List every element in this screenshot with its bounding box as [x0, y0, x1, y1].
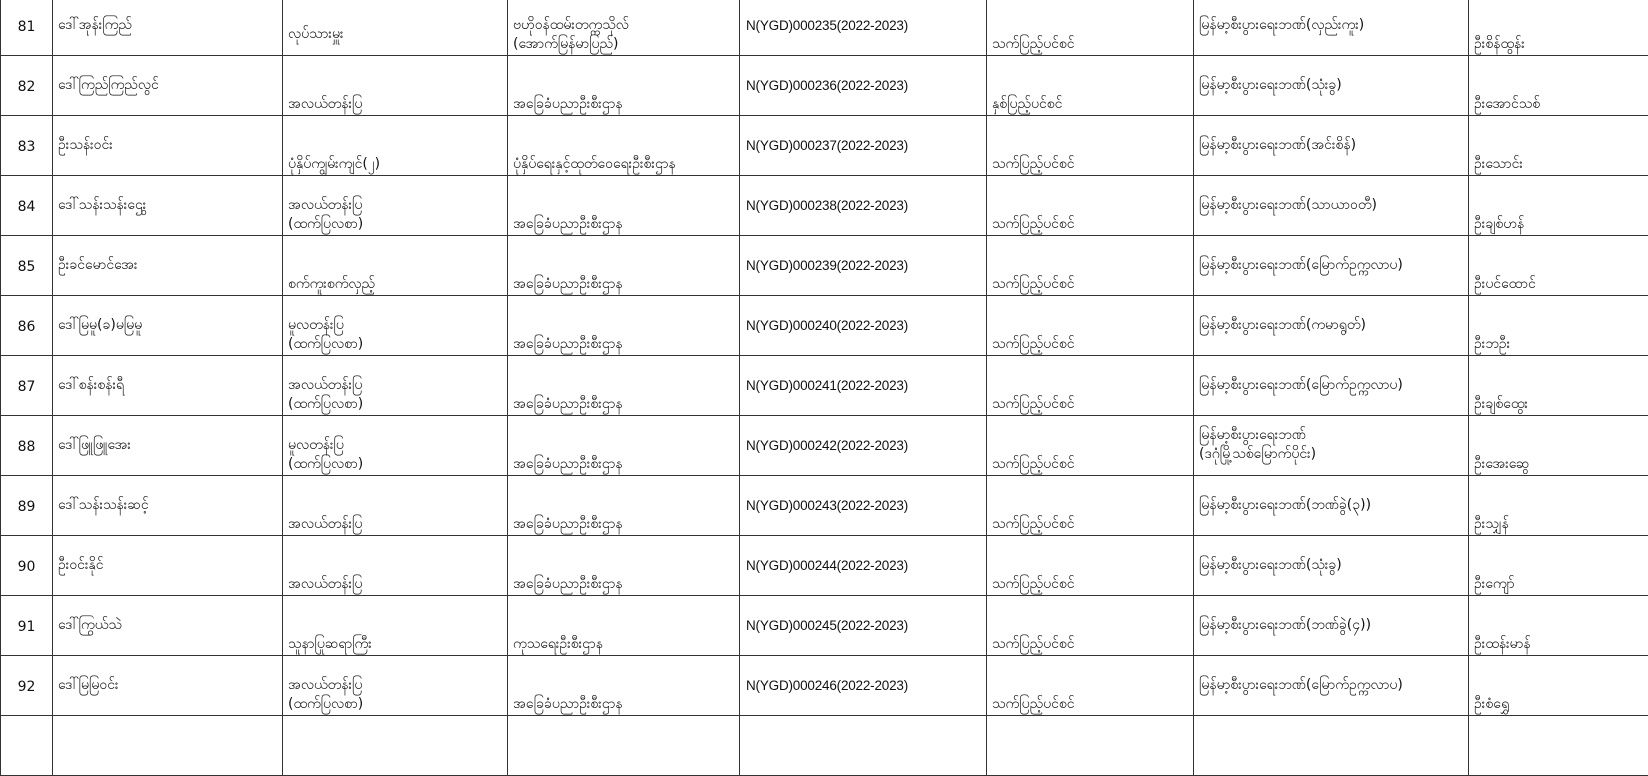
empty-cell — [53, 716, 283, 776]
table-row — [1, 716, 1648, 776]
name-cell — [53, 116, 283, 176]
guardian-cell — [1469, 236, 1648, 296]
bank-branch: မြန်မာ့စီးပွားရေးဘဏ်(သာယာဝတီ) — [1199, 196, 1377, 215]
position-text: အလယ်တန်းပြ — [288, 575, 362, 594]
person-name: ဦးဝင်းနိုင် — [58, 556, 104, 575]
row-number: 91 — [1, 618, 52, 637]
guardian-cell — [1469, 176, 1648, 236]
registration-number: N(YGD)000244(2022-2023) — [746, 556, 908, 575]
position-line-1: အလယ်တန်းပြ — [288, 676, 362, 695]
registration-cell — [740, 356, 987, 416]
bank-branch: မြန်မာ့စီးပွားရေးဘဏ်(မြောက်ဥက္ကလာပ) — [1199, 376, 1403, 395]
department-cell — [508, 116, 740, 176]
pension-type-cell — [987, 56, 1194, 116]
department-cell — [508, 356, 740, 416]
position-line-1: မူလတန်းပြ — [288, 436, 344, 455]
guardian-name: ဦးအေးဆွေ — [1474, 455, 1529, 474]
position-cell — [283, 0, 508, 56]
position-line-2: (ထက်ပြလစာ) — [288, 395, 363, 414]
position-cell — [283, 416, 508, 476]
row-number-cell — [1, 0, 53, 56]
guardian-name: ဦးသျှန် — [1474, 515, 1509, 534]
pension-type-cell — [987, 656, 1194, 716]
name-cell — [53, 476, 283, 536]
department-text: ကုသရေးဦးစီးဌာန — [513, 635, 603, 654]
row-number: 86 — [1, 318, 52, 337]
position-text: သူနာပြုဆရာကြီး — [288, 635, 372, 654]
department-text: ပုံနှိပ်ရေးနှင့်ထုတ်ဝေရေးဦးစီးဌာန — [513, 155, 676, 174]
pension-type-cell — [987, 236, 1194, 296]
name-cell — [53, 176, 283, 236]
department-text: အခြေခံပညာဦးစီးဌာန — [513, 275, 623, 294]
department-cell — [508, 476, 740, 536]
guardian-cell — [1469, 476, 1648, 536]
pension-type: သက်ပြည့်ပင်စင် — [992, 155, 1075, 174]
registration-cell — [740, 536, 987, 596]
row-number: 81 — [1, 18, 52, 37]
table-row — [1, 116, 1648, 176]
pension-type: သက်ပြည့်ပင်စင် — [992, 635, 1075, 654]
table-row — [1, 536, 1648, 596]
name-cell — [53, 356, 283, 416]
pension-type: သက်ပြည့်ပင်စင် — [992, 395, 1075, 414]
position-line-1: အလယ်တန်းပြ — [288, 376, 362, 395]
row-number-cell — [1, 236, 53, 296]
department-text: အခြေခံပညာဦးစီးဌာန — [513, 695, 623, 714]
pension-type: သက်ပြည့်ပင်စင် — [992, 455, 1075, 474]
bank-branch: မြန်မာ့စီးပွားရေးဘဏ်(အင်းစိန်) — [1199, 136, 1356, 155]
row-number-cell — [1, 116, 53, 176]
person-name: ဦးသန်းဝင်း — [58, 136, 113, 155]
department-line-1: ဗဟိုဝန်ထမ်းတက္ကသိုလ် — [513, 16, 629, 35]
name-cell — [53, 0, 283, 56]
registration-cell — [740, 0, 987, 56]
pension-type: နှစ်ပြည့်ပင်စင် — [992, 95, 1062, 114]
registration-number: N(YGD)000246(2022-2023) — [746, 676, 908, 695]
guardian-name: ဦးကျော် — [1474, 575, 1515, 594]
row-number-cell — [1, 56, 53, 116]
department-text: အခြေခံပညာဦးစီးဌာန — [513, 455, 623, 474]
bank-branch: မြန်မာ့စီးပွားရေးဘဏ်(သုံးခွ) — [1199, 556, 1342, 575]
registration-cell — [740, 416, 987, 476]
guardian-cell — [1469, 0, 1648, 56]
name-cell — [53, 536, 283, 596]
name-cell — [53, 416, 283, 476]
guardian-name: ဦးအောင်သစ် — [1474, 95, 1540, 114]
person-name: ဒေါ်ဖြူဖြူအေး — [58, 436, 131, 455]
guardian-cell — [1469, 116, 1648, 176]
department-cell — [508, 656, 740, 716]
empty-cell — [283, 716, 508, 776]
pension-type: သက်ပြည့်ပင်စင် — [992, 215, 1075, 234]
table-row — [1, 0, 1648, 56]
position-text: အလယ်တန်းပြ — [288, 515, 362, 534]
pension-type-cell — [987, 596, 1194, 656]
registration-number: N(YGD)000238(2022-2023) — [746, 196, 908, 215]
bank-branch: မြန်မာ့စီးပွားရေးဘဏ်(လှည်းကူး) — [1199, 16, 1364, 35]
bank-branch: မြန်မာ့စီးပွားရေးဘဏ်(သုံးခွ) — [1199, 76, 1342, 95]
person-name: ဒေါ်မြမြဝင်း — [58, 676, 119, 695]
registration-cell — [740, 596, 987, 656]
pension-type-cell — [987, 176, 1194, 236]
guardian-name: ဦးသောင်း — [1474, 155, 1523, 174]
row-number: 90 — [1, 558, 52, 577]
pension-type-cell — [987, 536, 1194, 596]
row-number: 84 — [1, 198, 52, 217]
table-row — [1, 176, 1648, 236]
bank-branch-cell — [1194, 56, 1469, 116]
position-cell — [283, 356, 508, 416]
guardian-name: ဦးချစ်ထွေး — [1474, 395, 1528, 414]
bank-branch-cell — [1194, 116, 1469, 176]
bank-branch-line-2: (ဒဂုံမြို့သစ်မြောက်ပိုင်း) — [1199, 445, 1316, 464]
department-cell — [508, 596, 740, 656]
pension-type: သက်ပြည့်ပင်စင် — [992, 335, 1075, 354]
name-cell — [53, 656, 283, 716]
department-line-2: (အောက်မြန်မာပြည်) — [513, 35, 619, 54]
registration-cell — [740, 116, 987, 176]
registration-cell — [740, 476, 987, 536]
table-row — [1, 356, 1648, 416]
registration-number: N(YGD)000239(2022-2023) — [746, 256, 908, 275]
registration-number: N(YGD)000235(2022-2023) — [746, 16, 908, 35]
pension-type-cell — [987, 356, 1194, 416]
empty-cell — [987, 716, 1194, 776]
position-line-2: (ထက်ပြလစာ) — [288, 215, 363, 234]
department-text: အခြေခံပညာဦးစီးဌာန — [513, 395, 623, 414]
bank-branch-cell — [1194, 0, 1469, 56]
bank-branch: မြန်မာ့စီးပွားရေးဘဏ်(မြောက်ဥက္ကလာပ) — [1199, 676, 1403, 695]
position-text: လုပ်သားမှူး — [288, 25, 344, 44]
name-cell — [53, 296, 283, 356]
department-cell — [508, 0, 740, 56]
table-row — [1, 296, 1648, 356]
bank-branch-cell — [1194, 656, 1469, 716]
empty-cell — [1, 716, 53, 776]
person-name: ဒေါ်ကြည်ကြည်လွင် — [58, 76, 159, 95]
department-text: အခြေခံပညာဦးစီးဌာန — [513, 215, 623, 234]
position-cell — [283, 656, 508, 716]
guardian-name: ဦးချစ်ဟန် — [1474, 215, 1524, 234]
registration-number: N(YGD)000240(2022-2023) — [746, 316, 908, 335]
department-text: အခြေခံပညာဦးစီးဌာန — [513, 335, 623, 354]
registration-number: N(YGD)000245(2022-2023) — [746, 616, 908, 635]
row-number: 88 — [1, 438, 52, 457]
position-text: အလယ်တန်းပြ — [288, 95, 362, 114]
registration-number: N(YGD)000237(2022-2023) — [746, 136, 908, 155]
department-text: အခြေခံပညာဦးစီးဌာန — [513, 575, 623, 594]
bank-branch-cell — [1194, 356, 1469, 416]
row-number: 89 — [1, 498, 52, 517]
row-number-cell — [1, 596, 53, 656]
table-row — [1, 596, 1648, 656]
row-number-cell — [1, 476, 53, 536]
row-number-cell — [1, 176, 53, 236]
position-cell — [283, 236, 508, 296]
position-cell — [283, 56, 508, 116]
table-row — [1, 476, 1648, 536]
person-name: ဦးခင်မောင်အေး — [58, 256, 138, 275]
position-line-2: (ထက်ပြလစာ) — [288, 455, 363, 474]
department-text: အခြေခံပညာဦးစီးဌာန — [513, 95, 623, 114]
table-row — [1, 656, 1648, 716]
person-name: ဒေါ်မြမူ(ခ)မမြမူ — [58, 316, 142, 335]
department-cell — [508, 56, 740, 116]
department-cell — [508, 176, 740, 236]
guardian-name: ဦးစံရွှေ — [1474, 695, 1509, 714]
position-cell — [283, 116, 508, 176]
table-row — [1, 56, 1648, 116]
empty-cell — [740, 716, 987, 776]
row-number-cell — [1, 296, 53, 356]
registration-number: N(YGD)000236(2022-2023) — [746, 76, 908, 95]
pension-type-cell — [987, 0, 1194, 56]
name-cell — [53, 236, 283, 296]
pension-type: သက်ပြည့်ပင်စင် — [992, 275, 1075, 294]
name-cell — [53, 596, 283, 656]
department-cell — [508, 536, 740, 596]
pension-type-cell — [987, 116, 1194, 176]
guardian-name: ဦးပင်ထောင် — [1474, 275, 1536, 294]
pension-type: သက်ပြည့်ပင်စင် — [992, 515, 1075, 534]
person-name: ဒေါ်ကြွယ်သဲ — [58, 616, 122, 635]
empty-cell — [1194, 716, 1469, 776]
department-text: အခြေခံပညာဦးစီးဌာန — [513, 515, 623, 534]
bank-branch: မြန်မာ့စီးပွားရေးဘဏ်(ကမာရွတ်) — [1199, 316, 1366, 335]
department-cell — [508, 236, 740, 296]
person-name: ဒေါ်သန်းသန်းဌွေး — [58, 196, 146, 215]
name-cell — [53, 56, 283, 116]
bank-branch-cell — [1194, 596, 1469, 656]
position-cell — [283, 296, 508, 356]
guardian-cell — [1469, 596, 1648, 656]
row-number: 82 — [1, 78, 52, 97]
position-cell — [283, 536, 508, 596]
position-line-1: မူလတန်းပြ — [288, 316, 344, 335]
row-number: 92 — [1, 678, 52, 697]
row-number-cell — [1, 536, 53, 596]
position-cell — [283, 476, 508, 536]
bank-branch: မြန်မာ့စီးပွားရေးဘဏ်(မြောက်ဥက္ကလာပ) — [1199, 256, 1403, 275]
person-name: ဒေါ်သန်းသန်းဆင့် — [58, 496, 149, 515]
row-number: 83 — [1, 138, 52, 157]
row-number: 87 — [1, 378, 52, 397]
row-number-cell — [1, 416, 53, 476]
registration-cell — [740, 656, 987, 716]
table-row — [1, 416, 1648, 476]
row-number: 85 — [1, 258, 52, 277]
position-line-1: အလယ်တန်းပြ — [288, 196, 362, 215]
guardian-name: ဦးစိန်ထွန်း — [1474, 35, 1525, 54]
registration-cell — [740, 176, 987, 236]
bank-branch-cell — [1194, 416, 1469, 476]
guardian-cell — [1469, 536, 1648, 596]
pension-type: သက်ပြည့်ပင်စင် — [992, 35, 1075, 54]
position-text: ပုံနှိပ်ကျွမ်းကျင်(၂) — [288, 155, 380, 174]
pension-type-cell — [987, 476, 1194, 536]
guardian-cell — [1469, 656, 1648, 716]
registration-number: N(YGD)000242(2022-2023) — [746, 436, 908, 455]
bank-branch-cell — [1194, 236, 1469, 296]
registration-number: N(YGD)000241(2022-2023) — [746, 376, 908, 395]
guardian-cell — [1469, 416, 1648, 476]
registration-cell — [740, 236, 987, 296]
bank-branch-cell — [1194, 536, 1469, 596]
bank-branch-cell — [1194, 476, 1469, 536]
pension-type: သက်ပြည့်ပင်စင် — [992, 695, 1075, 714]
pension-type-cell — [987, 416, 1194, 476]
person-name: ဒေါ်စန်းစန်းရီ — [58, 376, 124, 395]
guardian-cell — [1469, 296, 1648, 356]
pension-type-cell — [987, 296, 1194, 356]
position-cell — [283, 596, 508, 656]
registration-cell — [740, 296, 987, 356]
registration-cell — [740, 56, 987, 116]
department-cell — [508, 416, 740, 476]
table-row — [1, 236, 1648, 296]
guardian-name: ဦးဘဦး — [1474, 335, 1510, 354]
row-number-cell — [1, 656, 53, 716]
pension-type: သက်ပြည့်ပင်စင် — [992, 575, 1075, 594]
guardian-cell — [1469, 56, 1648, 116]
row-number-cell — [1, 356, 53, 416]
department-cell — [508, 296, 740, 356]
position-line-2: (ထက်ပြလစာ) — [288, 335, 363, 354]
bank-branch-cell — [1194, 176, 1469, 236]
bank-branch: မြန်မာ့စီးပွားရေးဘဏ်(ဘဏ်ခွဲ(၄)) — [1199, 616, 1371, 635]
position-line-2: (ထက်ပြလစာ) — [288, 695, 363, 714]
empty-cell — [1469, 716, 1648, 776]
position-cell — [283, 176, 508, 236]
bank-branch-cell — [1194, 296, 1469, 356]
registration-number: N(YGD)000243(2022-2023) — [746, 496, 908, 515]
bank-branch: မြန်မာ့စီးပွားရေးဘဏ်(ဘဏ်ခွဲ(၃)) — [1199, 496, 1371, 515]
guardian-cell — [1469, 356, 1648, 416]
empty-cell — [508, 716, 740, 776]
position-text: စက်ကူးစက်လှည့် — [288, 275, 375, 294]
bank-branch-line-1: မြန်မာ့စီးပွားရေးဘဏ် — [1199, 426, 1306, 445]
person-name: ဒေါ်အုန်းကြည် — [58, 16, 132, 35]
guardian-name: ဦးထန်းမာန် — [1474, 635, 1531, 654]
